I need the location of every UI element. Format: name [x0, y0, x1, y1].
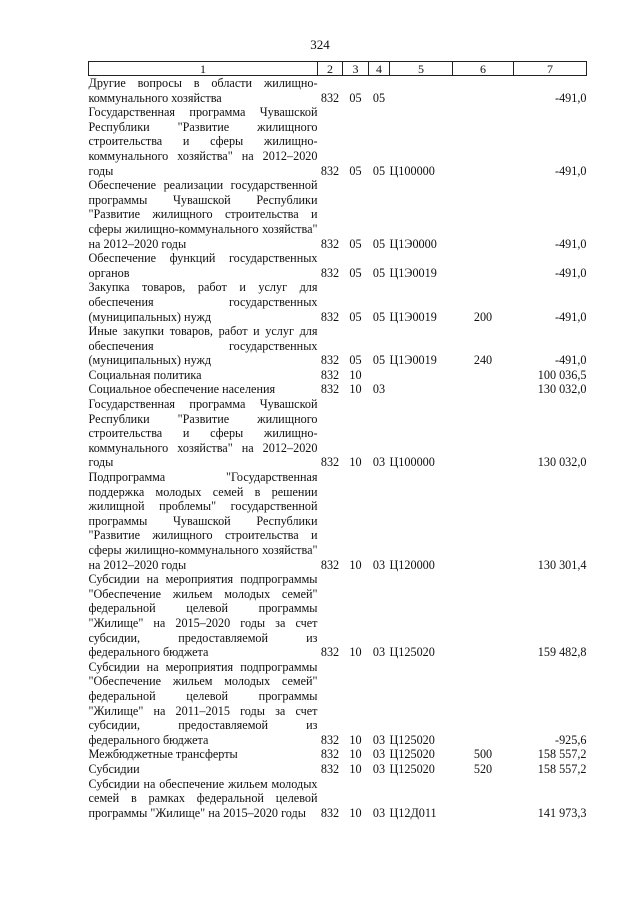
row-section: 05	[349, 90, 362, 105]
row-amount: 158 557,2	[537, 747, 587, 762]
row-amount: 141 973,3	[537, 805, 587, 820]
row-section: 10	[349, 645, 362, 660]
column-header-amount: 7	[514, 62, 587, 76]
row-name: Субсидии на мероприятия подпрограммы "Обеспечение жильем молодых семей" федеральной целевой программы "Жилище" на 2011–2015 годы за счет субсидии, предоставляемой из федерального бюджета	[88, 659, 318, 747]
row-expense-type	[453, 660, 514, 748]
table-header-row	[89, 62, 587, 76]
row-expense-type: 500	[473, 747, 493, 762]
row-name: Закупка товаров, работ и услуг для обеспечения государственных (муниципальных) нужд	[88, 280, 318, 324]
row-target	[390, 382, 453, 397]
row-name: Обеспечение функций государственных органов	[88, 251, 318, 280]
table-row	[89, 368, 587, 383]
row-subsection: 03	[372, 645, 386, 660]
row-section: 10	[349, 747, 362, 762]
table-row	[89, 251, 587, 280]
row-code: 832	[320, 309, 340, 324]
row-target: Ц1Э0019	[389, 353, 437, 368]
row-expense-type	[453, 105, 514, 178]
row-code: 832	[320, 90, 340, 105]
row-expense-type: 520	[473, 761, 493, 776]
row-section: 10	[349, 455, 362, 470]
table-row	[89, 747, 587, 762]
row-amount: 158 557,2	[537, 761, 587, 776]
row-amount: 130 032,0	[537, 455, 587, 470]
row-subsection: 05	[372, 163, 386, 178]
row-code: 832	[320, 805, 340, 820]
table-row	[89, 178, 587, 251]
row-subsection: 05	[372, 265, 386, 280]
row-code: 832	[320, 353, 340, 368]
row-amount: 130 301,4	[537, 557, 587, 572]
row-code: 832	[320, 455, 340, 470]
row-code: 832	[320, 265, 340, 280]
row-name: Подпрограмма "Государственная поддержка молодых семей в решении жилищной проблемы" государственной программы Чувашской Республики "Развитие жилищного строительства и сферы жилищно-коммунального хозяйства" на 2012–2020 годы	[88, 470, 318, 572]
row-amount: 130 032,0	[537, 382, 587, 397]
row-expense-type: 200	[473, 309, 493, 324]
row-name: Социальное обеспечение населения	[88, 382, 276, 397]
row-section: 10	[349, 761, 362, 776]
row-expense-type: 240	[473, 353, 493, 368]
row-code: 832	[320, 761, 340, 776]
row-amount: -491,0	[555, 309, 587, 324]
table-row	[89, 470, 587, 572]
row-target: Ц120000	[389, 557, 435, 572]
table-row	[89, 280, 587, 324]
table-row	[89, 572, 587, 660]
row-section: 05	[349, 353, 362, 368]
row-subsection: 03	[372, 732, 386, 747]
table-row	[89, 660, 587, 748]
row-target	[390, 368, 453, 383]
row-code: 832	[320, 382, 340, 397]
row-code: 832	[320, 163, 340, 178]
row-expense-type	[453, 178, 514, 251]
row-subsection: 05	[372, 353, 386, 368]
row-subsection: 03	[372, 761, 386, 776]
row-subsection: 05	[372, 309, 386, 324]
table-row	[89, 76, 587, 106]
row-name: Субсидии	[88, 761, 140, 776]
row-section: 10	[349, 557, 362, 572]
row-target: Ц100000	[389, 163, 435, 178]
row-subsection: 03	[372, 557, 386, 572]
row-section: 05	[349, 236, 362, 251]
row-amount: -491,0	[555, 163, 587, 178]
row-expense-type	[453, 470, 514, 572]
column-header-section: 3	[343, 62, 369, 76]
row-target: Ц1Э0000	[389, 236, 437, 251]
row-subsection: 05	[372, 90, 386, 105]
row-name: Субсидии на мероприятия подпрограммы "Обеспечение жильем молодых семей" федеральной целевой программы "Жилище" на 2015–2020 годы за счет субсидии, предоставляемой из федерального бюджета	[88, 572, 318, 660]
row-name: Обеспечение реализации государственной программы Чувашской Республики "Развитие жилищного строительства и сферы жилищно-коммунального хозяйства" на 2012–2020 годы	[88, 178, 318, 251]
row-section: 05	[349, 265, 362, 280]
row-expense-type	[453, 251, 514, 280]
row-target: Ц12Д011	[389, 805, 437, 820]
row-name: Государственная программа Чувашской Республики "Развитие жилищного строительства и сферы жилищно-коммунального хозяйства" на 2012–2020 годы	[88, 105, 318, 178]
row-code: 832	[320, 557, 340, 572]
row-expense-type	[453, 397, 514, 470]
row-expense-type	[453, 368, 514, 383]
row-code: 832	[320, 747, 340, 762]
column-header-target: 5	[390, 62, 453, 76]
table-row	[89, 105, 587, 178]
row-subsection: 05	[372, 236, 386, 251]
row-amount: -925,6	[555, 732, 587, 747]
row-code: 832	[320, 732, 340, 747]
row-target: Ц125020	[389, 761, 435, 776]
row-name: Иные закупки товаров, работ и услуг для обеспечения государственных (муниципальных) нужд	[88, 324, 318, 368]
row-target: Ц1Э0019	[389, 265, 437, 280]
budget-table	[88, 61, 587, 820]
row-target: Ц125020	[389, 645, 435, 660]
row-expense-type	[453, 572, 514, 660]
row-target: Ц125020	[389, 747, 435, 762]
table-row	[89, 777, 587, 821]
column-header-expense-type: 6	[453, 62, 514, 76]
row-expense-type	[453, 76, 514, 106]
column-header-name: 1	[89, 62, 318, 76]
row-name: Социальная политика	[88, 367, 202, 382]
row-section: 10	[349, 367, 362, 382]
row-name: Межбюджетные трансферты	[88, 747, 238, 762]
row-name: Другие вопросы в области жилищно-коммунального хозяйства	[88, 76, 318, 105]
page-number: 324	[310, 37, 330, 52]
row-name: Государственная программа Чувашской Республики "Развитие жилищного строительства и сферы жилищно-коммунального хозяйства" на 2012–2020 годы	[88, 397, 318, 470]
row-subsection: 03	[372, 382, 386, 397]
row-subsection: 03	[372, 805, 386, 820]
row-subsection: 03	[372, 455, 386, 470]
table-row	[89, 382, 587, 397]
row-subsection: 03	[372, 747, 386, 762]
row-target: Ц1Э0019	[389, 309, 437, 324]
table-row	[89, 762, 587, 777]
row-section: 05	[349, 163, 362, 178]
row-section: 10	[349, 382, 362, 397]
row-subsection	[369, 368, 390, 383]
row-code: 832	[320, 236, 340, 251]
row-section: 05	[349, 309, 362, 324]
row-section: 10	[349, 805, 362, 820]
row-amount: 100 036,5	[537, 367, 587, 382]
table-row	[89, 397, 587, 470]
row-amount: -491,0	[555, 236, 587, 251]
row-target: Ц100000	[389, 455, 435, 470]
row-code: 832	[320, 367, 340, 382]
row-code: 832	[320, 645, 340, 660]
table-row	[89, 324, 587, 368]
column-header-subsection: 4	[369, 62, 390, 76]
row-target: Ц125020	[389, 732, 435, 747]
row-amount: 159 482,8	[537, 645, 587, 660]
row-amount: -491,0	[555, 265, 587, 280]
row-amount: -491,0	[555, 90, 587, 105]
row-expense-type	[453, 777, 514, 821]
row-expense-type	[453, 382, 514, 397]
column-header-code: 2	[318, 62, 343, 76]
row-target	[390, 76, 453, 106]
row-amount: -491,0	[555, 353, 587, 368]
row-name: Субсидии на обеспечение жильем молодых семей в рамках федеральной целевой программы "Жилище" на 2015–2020 годы	[88, 776, 318, 820]
row-section: 10	[349, 732, 362, 747]
